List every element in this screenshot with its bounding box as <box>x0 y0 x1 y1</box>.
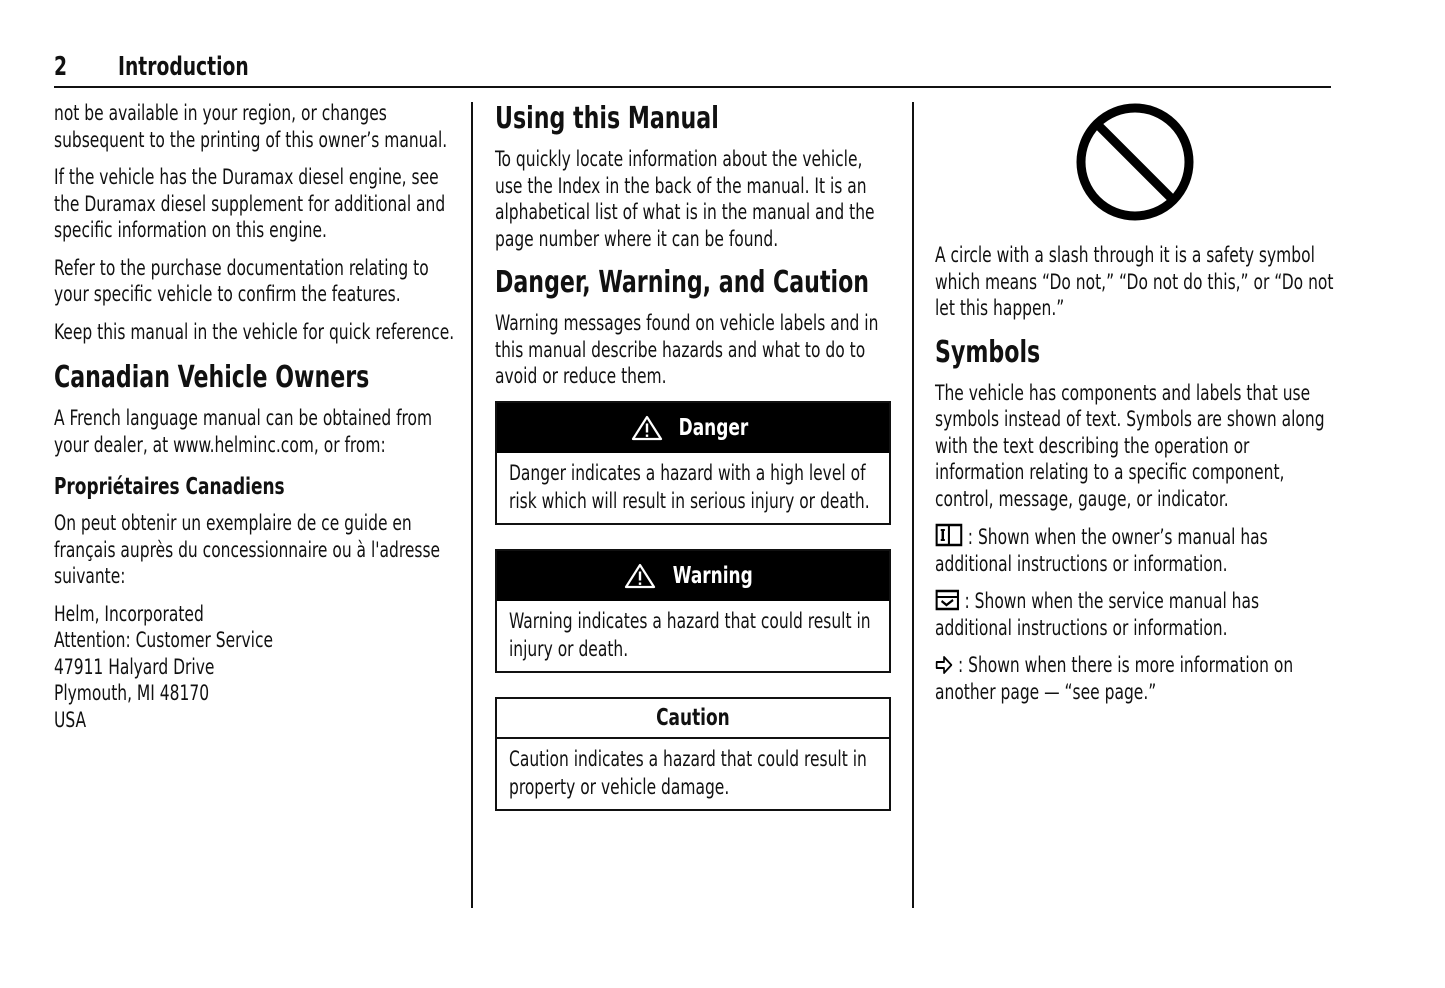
address-line: Attention: Customer Service <box>54 628 274 652</box>
address-line: Plymouth, MI 48170 <box>54 681 210 705</box>
symbol-owner-manual-text: : Shown when the owner’s manual has additional instructions or information. <box>935 525 1268 576</box>
symbol-see-page-row <box>935 652 1335 705</box>
paragraph-french-text: On peut obtenir un exemplaire de ce guide en français auprès du concessionnaire ou à l'adresse suivante: <box>54 511 441 588</box>
paragraph-warning-messages: Warning messages found on vehicle labels and in this manual describe hazards and what to do to avoid or reduce them. <box>495 311 879 388</box>
column-left <box>54 100 454 733</box>
caution-text: Caution indicates a hazard that could result in property or vehicle damage. <box>509 746 867 799</box>
warning-title: Warning <box>672 562 754 589</box>
column-divider-left <box>471 102 473 908</box>
paragraph-french-manual: A French language manual can be obtained from your dealer, at www.helminc.com, or from: <box>54 406 433 457</box>
address-line: Helm, Incorporated <box>54 601 204 626</box>
symbol-service-manual-text: : Shown when the service manual has additional instructions or information. <box>935 589 1260 640</box>
page-header <box>54 50 1331 88</box>
warning-box <box>495 549 891 673</box>
caution-box <box>495 697 891 811</box>
column-right <box>935 100 1335 716</box>
see-page-arrow-icon <box>935 655 953 675</box>
danger-box <box>495 401 891 525</box>
address-line: USA <box>54 707 87 732</box>
heading-using-manual: Using this Manual <box>495 101 719 136</box>
warning-triangle-icon <box>624 563 656 589</box>
heading-canadian-owners: Canadian Vehicle Owners <box>54 360 370 395</box>
column-divider-right <box>912 102 914 908</box>
section-title: Introduction <box>118 52 249 82</box>
paragraph-circle-slash: A circle with a slash through it is a safety symbol which means “Do not,” “Do not do this,” or “Do not let this happen.” <box>935 243 1334 320</box>
caution-title: Caution <box>656 704 730 731</box>
heading-symbols: Symbols <box>935 334 1041 370</box>
caution-box-header <box>497 699 889 739</box>
warning-text: Warning indicates a hazard that could result in injury or death. <box>509 608 871 661</box>
service-manual-icon <box>935 589 960 611</box>
paragraph-availability: not be available in your region, or changes subsequent to the printing of this owner’s manual. <box>54 101 448 152</box>
symbol-owner-manual-row <box>935 523 1335 577</box>
address-line: 47911 Halyard Drive <box>54 654 215 679</box>
paragraph-keep-manual: Keep this manual in the vehicle for quick reference. <box>54 319 455 344</box>
owner-manual-book-icon <box>935 523 963 547</box>
paragraph-using-manual: To quickly locate information about the vehicle, use the Index in the back of the manual. It is an alphabetical list of what is in the manual and the page number where it can be found. <box>495 147 875 251</box>
danger-text: Danger indicates a hazard with a high level of risk which will result in serious injury or death. <box>509 460 870 513</box>
column-middle <box>495 100 891 835</box>
page-number: 2 <box>54 52 68 82</box>
do-not-circle-slash-icon <box>1073 100 1197 224</box>
heading-danger-warning-caution: Danger, Warning, and Caution <box>495 265 870 300</box>
paragraph-symbols: The vehicle has components and labels that use symbols instead of text. Symbols are shown along with the text describing the operation or information relating to a specific component, control, message, gauge, or indicator. <box>935 380 1325 511</box>
paragraph-purchase-docs: Refer to the purchase documentation relating to your specific vehicle to confirm the features. <box>54 255 429 306</box>
danger-title: Danger <box>678 414 748 441</box>
heading-proprietaires: Propriétaires Canadiens <box>54 474 285 500</box>
warning-box-header <box>497 551 889 601</box>
warning-triangle-icon <box>631 415 663 441</box>
paragraph-duramax: If the vehicle has the Duramax diesel engine, see the Duramax diesel supplement for additional and specific information on this engine. <box>54 165 446 242</box>
danger-box-header <box>497 403 889 453</box>
symbol-service-manual-row <box>935 588 1335 641</box>
mailing-address <box>54 601 454 734</box>
symbol-see-page-text: : Shown when there is more information on another page — “see page.” <box>935 653 1294 704</box>
